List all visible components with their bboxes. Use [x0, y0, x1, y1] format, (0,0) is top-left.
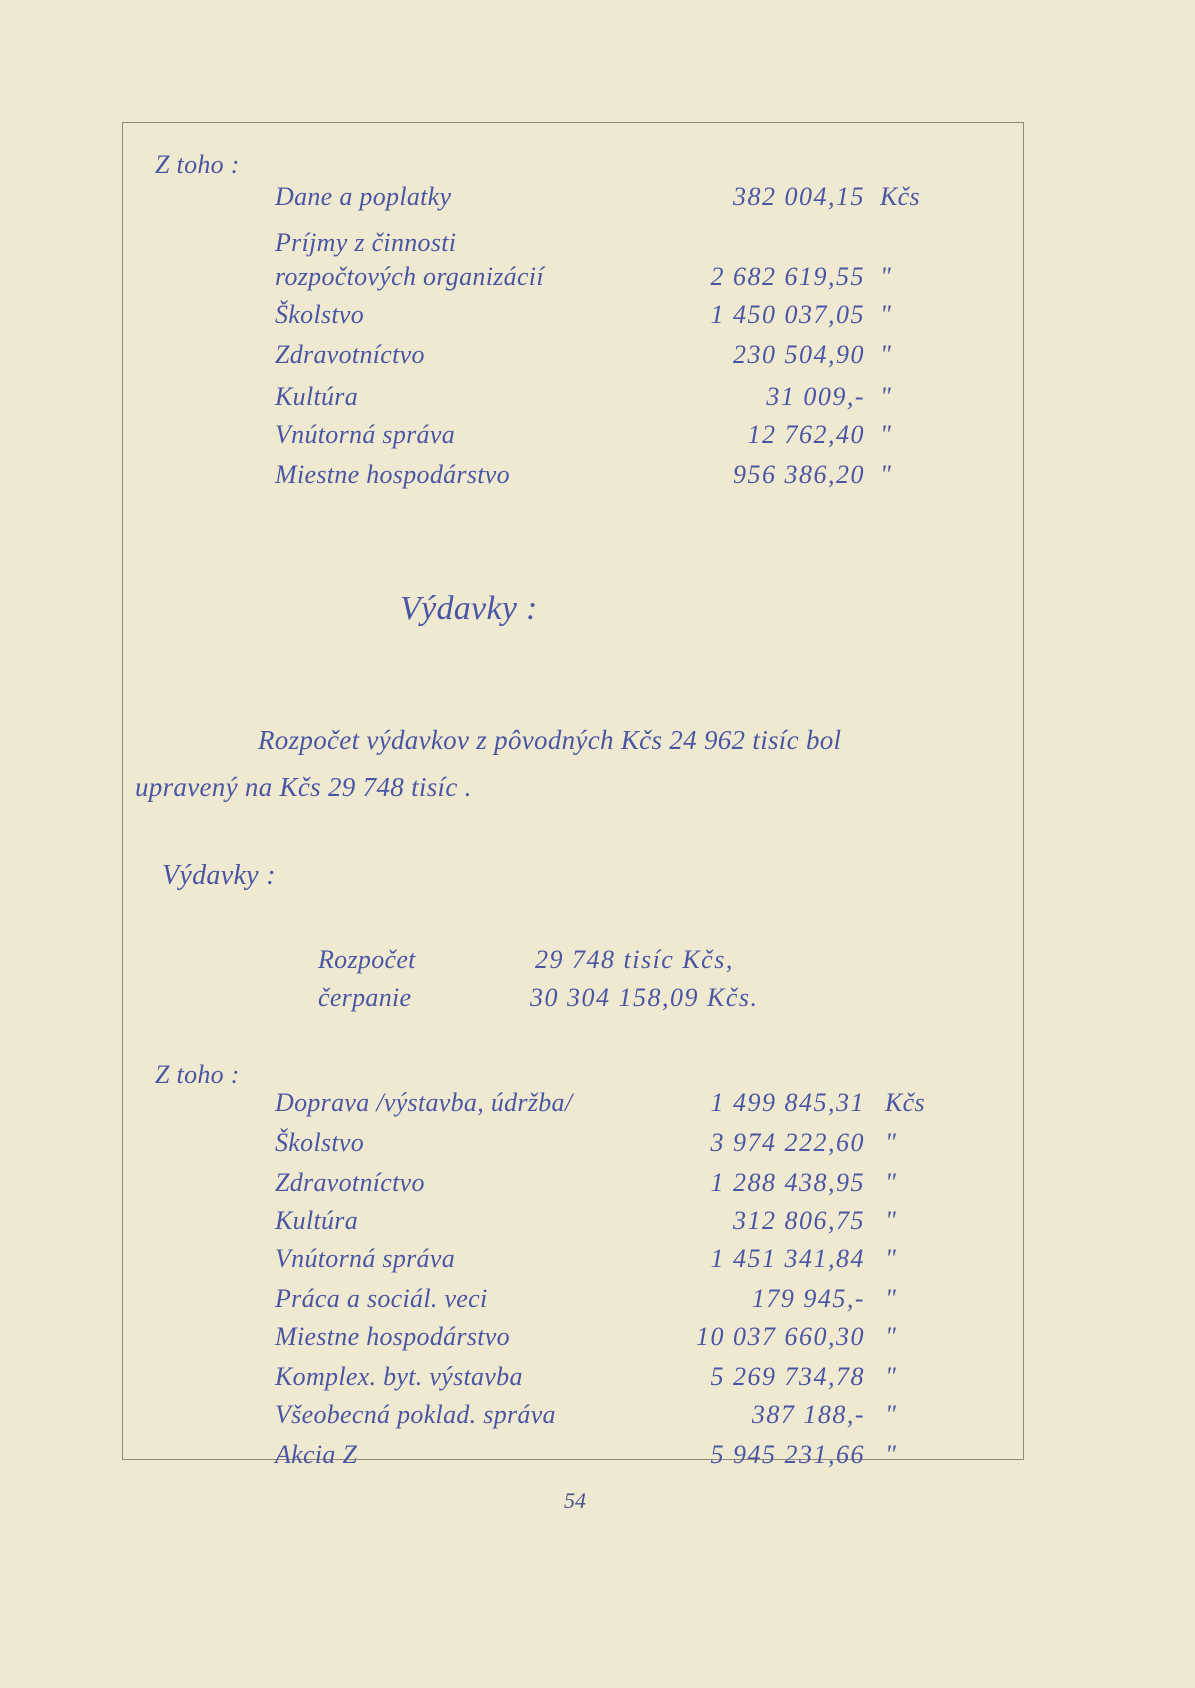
row-value: 1 499 845,31: [710, 1088, 865, 1117]
row-unit: ": [885, 1440, 897, 1469]
row-value: 1 451 341,84: [710, 1244, 865, 1273]
row-value: 12 762,40: [747, 420, 865, 449]
row-value: 5 945 231,66: [710, 1440, 865, 1469]
budget-value: 29 748 tisíc Kčs,: [535, 945, 734, 974]
row-value: 1 288 438,95: [710, 1168, 865, 1197]
expenses-heading: Výdavky :: [400, 590, 538, 627]
row-label: Miestne hospodárstvo: [275, 1322, 510, 1351]
row-label: Zdravotníctvo: [275, 1168, 425, 1197]
row-value: 3 974 222,60: [710, 1128, 865, 1157]
row-label: Všeobecná poklad. správa: [275, 1400, 556, 1429]
row-value: 956 386,20: [733, 460, 865, 489]
row-label: Vnútorná správa: [275, 420, 455, 449]
row-value: 31 009,-: [766, 382, 865, 411]
row-unit: ": [885, 1284, 897, 1313]
row-label: Akcia Z: [275, 1440, 358, 1469]
row-unit: Kčs: [885, 1088, 925, 1117]
page-number: 54: [564, 1488, 586, 1513]
row-value: 382 004,15: [733, 182, 865, 211]
row-unit: ": [885, 1128, 897, 1157]
row-value: 1 450 037,05: [710, 300, 865, 329]
row-unit: ": [885, 1400, 897, 1429]
expenses-intro: Z toho :: [155, 1060, 240, 1089]
row-label: Vnútorná správa: [275, 1244, 455, 1273]
row-label: Zdravotníctvo: [275, 340, 425, 369]
row-label: rozpočtových organizácií: [275, 262, 544, 291]
row-unit: ": [885, 1244, 897, 1273]
expenses-paragraph-line1: Rozpočet výdavkov z pôvodných Kčs 24 962 tisíc bol: [258, 725, 842, 755]
row-unit: ": [880, 262, 892, 291]
row-unit: ": [880, 420, 892, 449]
row-unit: ": [880, 300, 892, 329]
income-intro: Z toho :: [155, 150, 240, 179]
expenses-paragraph-line2: upravený na Kčs 29 748 tisíc .: [135, 772, 472, 802]
row-label: Školstvo: [275, 300, 365, 329]
row-unit: Kčs: [880, 182, 920, 211]
row-unit: ": [885, 1362, 897, 1391]
row-unit: ": [885, 1168, 897, 1197]
row-unit: ": [880, 460, 892, 489]
row-value: 5 269 734,78: [710, 1362, 865, 1391]
budget-label: Rozpočet: [318, 945, 416, 974]
row-label: Doprava /výstavba, údržba/: [275, 1088, 573, 1117]
row-label: Komplex. byt. výstavba: [275, 1362, 523, 1391]
row-unit: ": [885, 1322, 897, 1351]
expenses-subheading: Výdavky :: [162, 860, 276, 891]
row-label: Miestne hospodárstvo: [275, 460, 510, 489]
row-value: 2 682 619,55: [710, 262, 865, 291]
spent-value: 30 304 158,09 Kčs.: [530, 983, 759, 1012]
row-unit: ": [880, 382, 892, 411]
row-label: Školstvo: [275, 1128, 365, 1157]
row-label: Kultúra: [275, 1206, 359, 1235]
row-value: 230 504,90: [733, 340, 865, 369]
row-value: 387 188,-: [751, 1400, 865, 1429]
spent-label: čerpanie: [318, 983, 412, 1012]
row-label: Práca a sociál. veci: [275, 1284, 488, 1313]
row-label: Príjmy z činnosti: [275, 228, 457, 257]
row-label: Dane a poplatky: [275, 182, 452, 211]
row-value: 179 945,-: [751, 1284, 865, 1313]
row-label: Kultúra: [275, 382, 359, 411]
row-value: 10 037 660,30: [696, 1322, 865, 1351]
row-unit: ": [885, 1206, 897, 1235]
row-unit: ": [880, 340, 892, 369]
row-value: 312 806,75: [733, 1206, 865, 1235]
